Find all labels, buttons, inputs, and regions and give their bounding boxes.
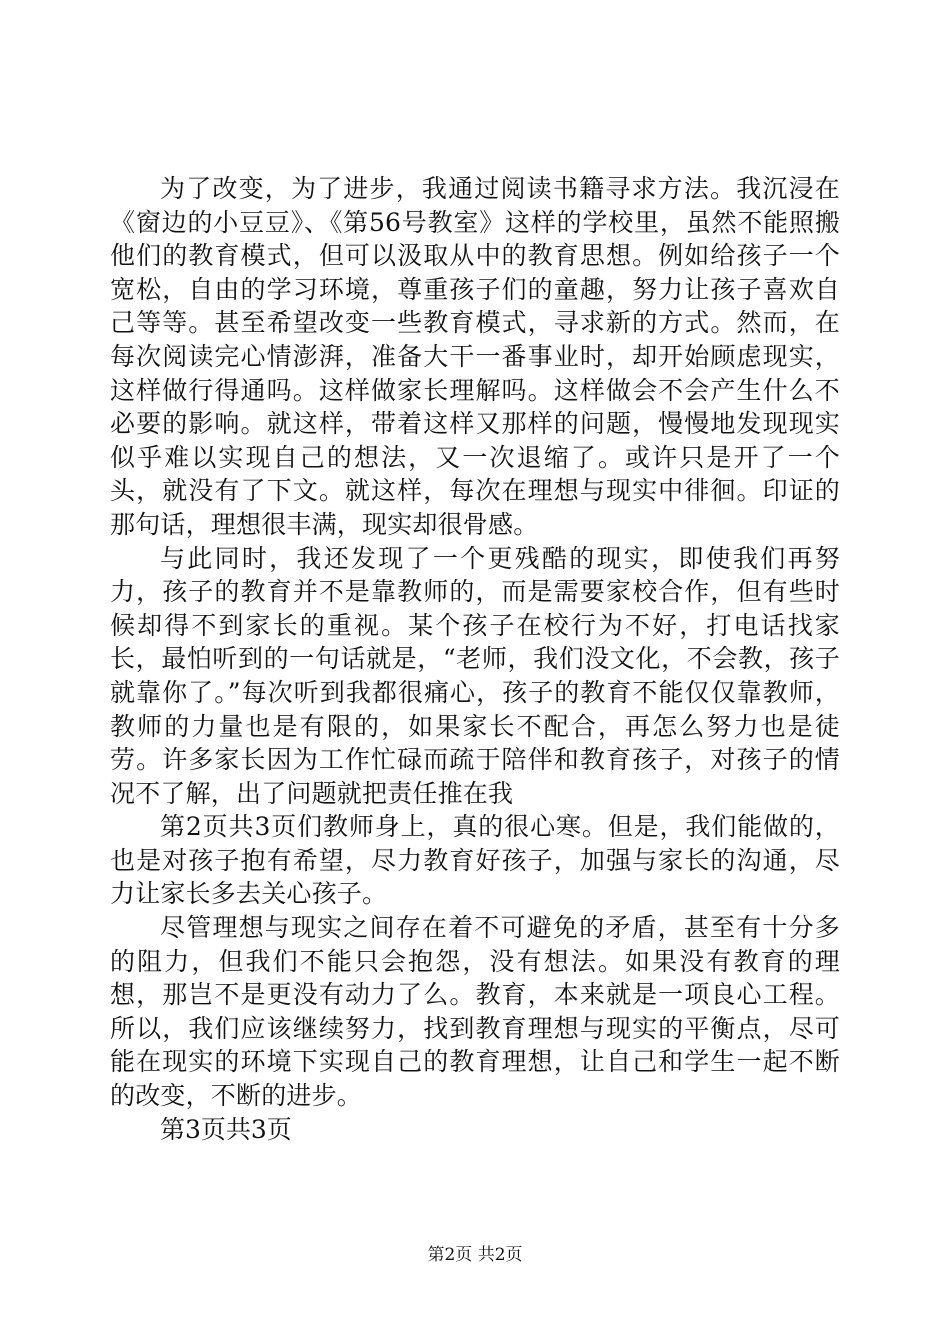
- inline-page-marker: 第3页共3页: [160, 1114, 292, 1144]
- paragraph-2: 与此同时，我还发现了一个更残酷的现实，即使我们再努力，孩子的教育并不是靠教师的，而是需要家校合作，但有些时候却得不到家长的重视。某个孩子在校行为不好，打电话找家长，最怕听到的一句话就是，“老师，我们没文化，不会教，孩子就靠你了。”每次听到我都很痛心，孩子的教育不能仅仅靠教师，教师的力量也是有限的，如果家长不配合，再怎么努力也是徒劳。许多家长因为工作忙碌而疏于陪伴和教育孩子，对孩子的情况不了解，出了问题就把责任推在我: [110, 543, 840, 808]
- paragraph-1: 为了改变，为了进步，我通过阅读书籍寻求方法。我沉浸在《窗边的小豆豆》、《第56号教室》这样的学校里，虽然不能照搬他们的教育模式，但可以汲取从中的教育思想。例如给孩子一个宽松，自由的学习环境，尊重孩子们的童趣，努力让孩子喜欢自己等等。甚至希望改变一些教育模式，寻求新的方式。然而，在每次阅读完心情澎湃，准备大干一番事业时，却开始顾虑现实，这样做行得通吗。这样做家长理解吗。这样做会不会产生什么不必要的影响。就这样，带着这样又那样的问题，慢慢地发现现实似乎难以实现自己的想法，又一次退缩了。或许只是开了一个头，就没有了下文。就这样，每次在理想与现实中徘徊。印证的那句话，理想很丰满，现实却很骨感。: [110, 174, 840, 539]
- document-body: [110, 172, 840, 1146]
- paragraph-4: 尽管理想与现实之间存在着不可避免的矛盾，甚至有十分多的阻力，但我们不能只会抱怨，没有想法。如果没有教育的理想，那岂不是更没有动力了么。教育，本来就是一项良心工程。所以，我们应该继续努力，找到教育理想与现实的平衡点，尽可能在现实的环境下实现自己的教育理想，让自己和学生一起不断的改变，不断的进步。: [110, 913, 840, 1111]
- page-footer: 第2页 共2页: [427, 1245, 523, 1265]
- paragraph-3: 第2页共3页们教师身上，真的很心寒。但是，我们能做的，也是对孩子抱有希望，尽力教育好孩子，加强与家长的沟通，尽力让家长多去关心孩子。: [110, 812, 840, 909]
